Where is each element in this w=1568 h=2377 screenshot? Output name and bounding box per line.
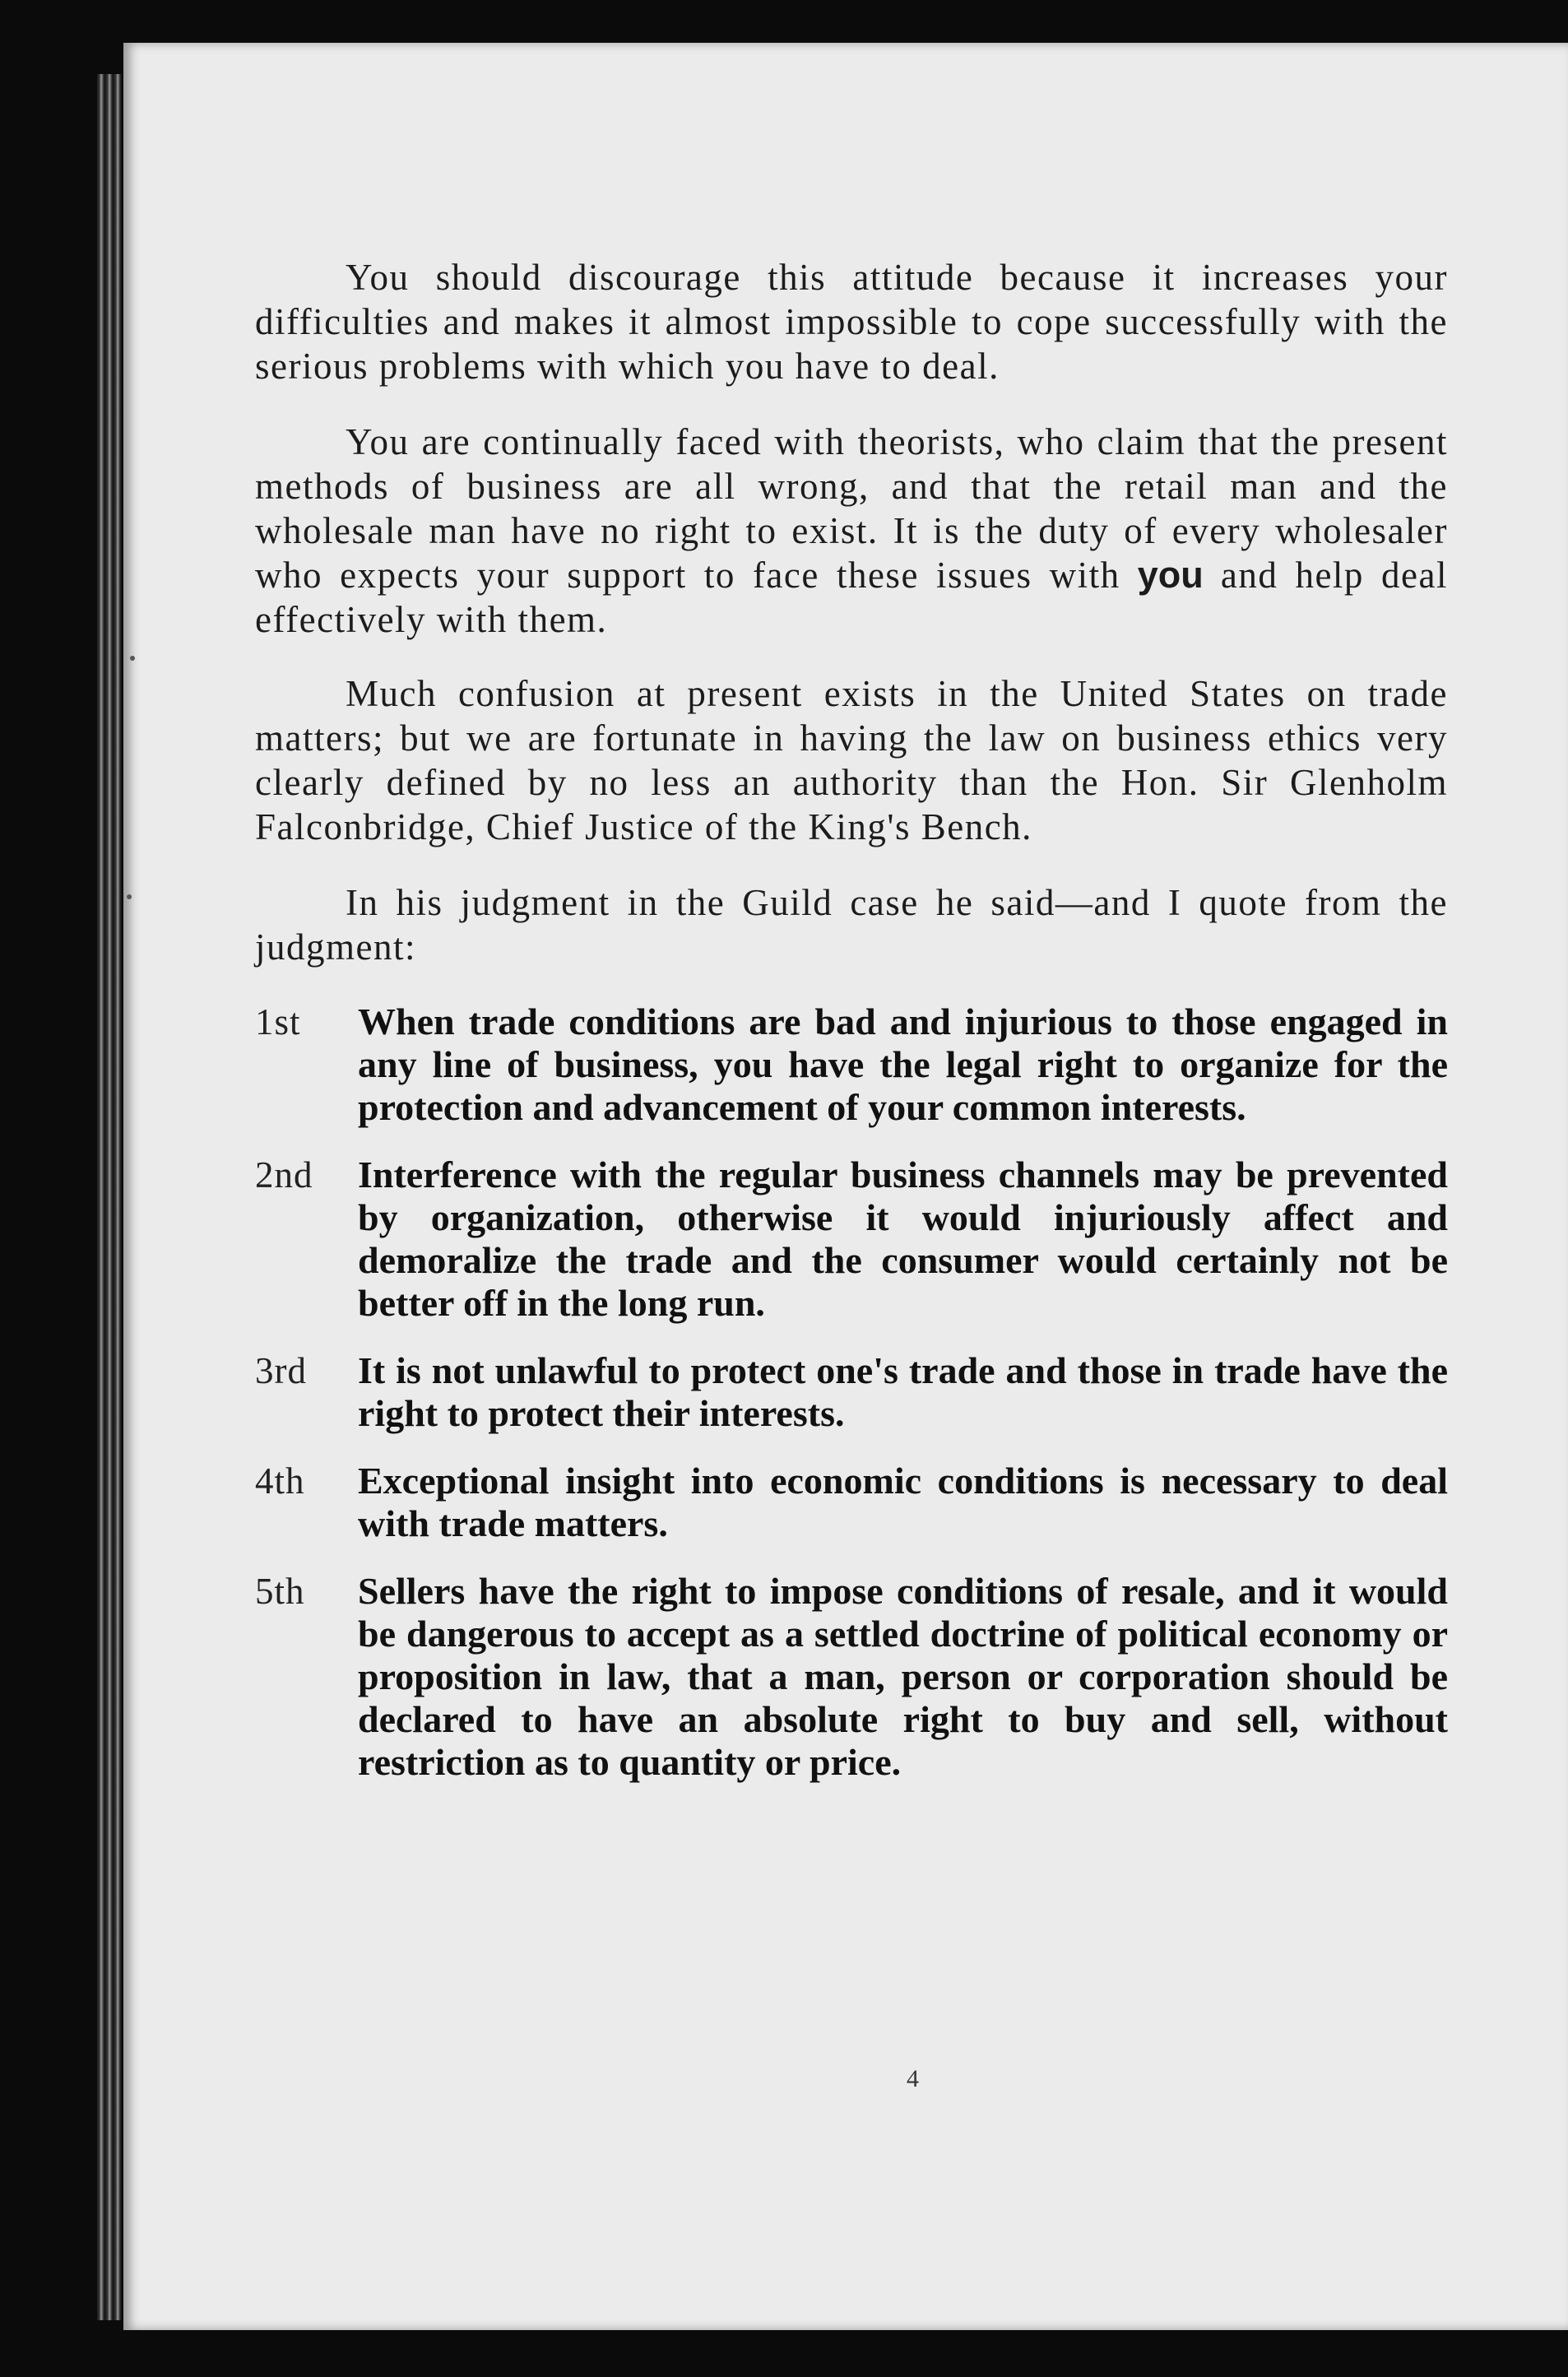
item-text: It is not unlawful to protect one's trade and those in trade have the right to protect their interests. [358, 1349, 1448, 1434]
item-number: 3rd [255, 1350, 307, 1391]
paragraph-4: In his judgment in the Guild case he said—and I quote from the judgment: [255, 882, 1448, 968]
paragraph-2-after: and help deal effectively with them. [255, 555, 1448, 640]
item-number: 5th [255, 1571, 305, 1612]
item-number: 4th [255, 1460, 305, 1502]
item-number: 2nd [255, 1154, 313, 1195]
page-content [255, 255, 1448, 1808]
paragraph-1: You should discourage this attitude because it increases your difficulties and makes it almost impossible to cope successfully with the serious problems with which you have to deal. [255, 257, 1448, 387]
scan-speck [130, 656, 135, 661]
paragraph-3: Much confusion at present exists in the United States on trade matters; but we are fortunate in having the law on business ethics very clearly defined by no less an authority than the Hon. Sir Glenholm Falconbridge, Chief Justice of the King's Bench. [255, 673, 1448, 847]
item-text: Interference with the regular business channels may be prevented by organization, otherwise it would injuriously affect and demoralize the trade and the consumer would certainly not be better off in the long run. [358, 1154, 1448, 1324]
list-item [255, 1570, 1448, 1784]
list-item [255, 1000, 1448, 1129]
list-item [255, 1154, 1448, 1325]
paragraph-2 [255, 420, 1448, 642]
item-text: When trade conditions are bad and injurious to those engaged in any line of business, you have the legal right to organize for the protection and advancement of your common interests. [358, 1000, 1448, 1128]
item-text: Exceptional insight into economic conditions is necessary to deal with trade matters. [358, 1460, 1448, 1544]
book-spine-edge [97, 74, 122, 2320]
list-item [255, 1349, 1448, 1435]
item-text: Sellers have the right to impose conditions of resale, and it would be dangerous to accept as a settled doctrine of political economy or proposition in law, that a man, person or corporation should be declared to have an absolute right to buy and sell, without restriction as to quantity or price. [358, 1570, 1448, 1783]
scan-speck [127, 894, 132, 899]
judgment-list [255, 1000, 1448, 1784]
page-number: 4 [907, 2065, 919, 2092]
list-item [255, 1460, 1448, 1545]
paragraph-2-emphasis: you [1137, 554, 1204, 596]
item-number: 1st [255, 1001, 301, 1042]
paragraph-2-before: You are continually faced with theorists, who claim that the present methods of business are all wrong, and that the retail man and the wholesale man have no right to exist. It is the duty of every wholesaler who expects your support to face these issues with [255, 421, 1448, 596]
